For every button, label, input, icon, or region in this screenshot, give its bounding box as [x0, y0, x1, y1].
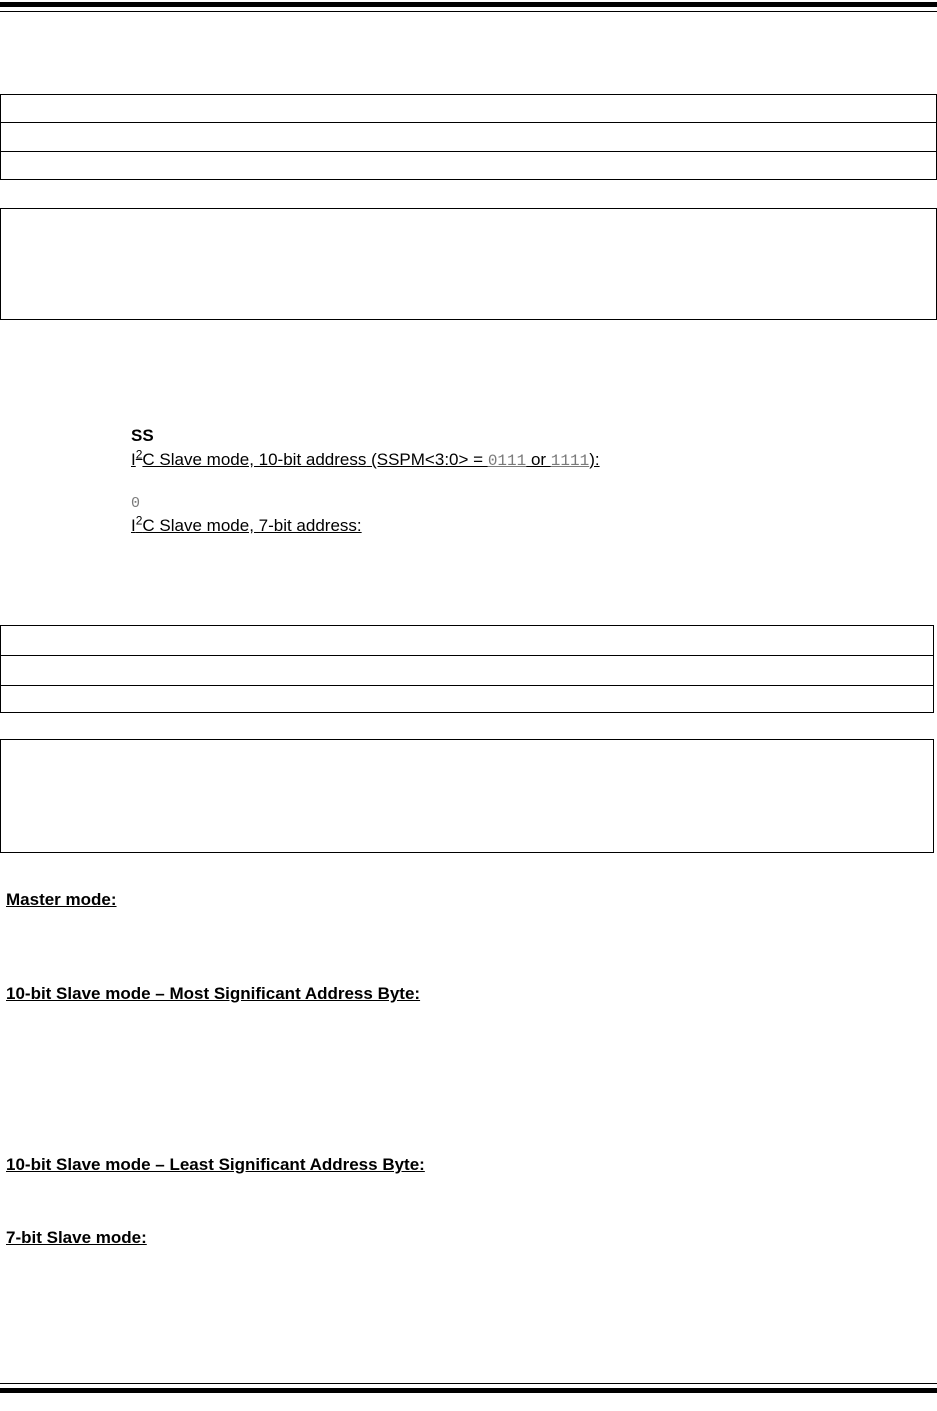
sspm-code-0111: 0111: [487, 452, 527, 470]
header-rule-thin: [0, 11, 937, 12]
or-text: or: [526, 450, 551, 469]
register-row-bit-fields: [1, 123, 936, 152]
register-table-2: [0, 625, 934, 713]
register-row-bit-fields: [1, 656, 933, 686]
i2c-7bit-prefix: I: [131, 516, 136, 535]
footer-rule-thin: [0, 1383, 937, 1384]
sspm-code-1111: 1111: [550, 452, 590, 470]
i2c-10bit-text: C Slave mode, 10-bit addres: [142, 450, 358, 469]
master-mode-heading: Master mode:: [6, 890, 117, 909]
i2c-10bit-close: ):: [589, 450, 600, 469]
register-legend-box-2: [0, 739, 934, 853]
register-row-bit-numbers: [1, 686, 933, 712]
slave-7bit-heading: 7-bit Slave mode:: [6, 1228, 147, 1247]
i2c-10bit-prefix: I: [131, 450, 136, 469]
header-rule-thick: [0, 2, 937, 7]
ss-label: SS: [131, 426, 154, 445]
register-row-bit-names: [1, 95, 936, 123]
i2c-10bit-text-s: s: [357, 450, 367, 469]
i2c-7bit-address-line: [131, 513, 362, 536]
i2c-10bit-sspm-text: (SSPM<3:0> =: [366, 450, 488, 469]
slave-10bit-lsb-heading: 10-bit Slave mode – Least Significant Address Byte:: [6, 1155, 425, 1174]
register-legend-box-1: [0, 208, 937, 320]
slave-10bit-msb-heading: 10-bit Slave mode – Most Significant Address Byte:: [6, 984, 421, 1003]
register-table-1: [0, 94, 937, 180]
i2c-10bit-address-line: [131, 447, 600, 471]
i2c-7bit-text: C Slave mode, 7-bit address:: [142, 516, 362, 535]
i2c-10bit-superscript: 2: [135, 447, 143, 462]
register-row-bit-names: [1, 626, 933, 656]
footer-rule-thick: [0, 1388, 937, 1393]
zero-value: 0: [131, 495, 141, 512]
register-row-bit-numbers: [1, 152, 936, 179]
i2c-7bit-superscript: 2: [135, 513, 143, 528]
